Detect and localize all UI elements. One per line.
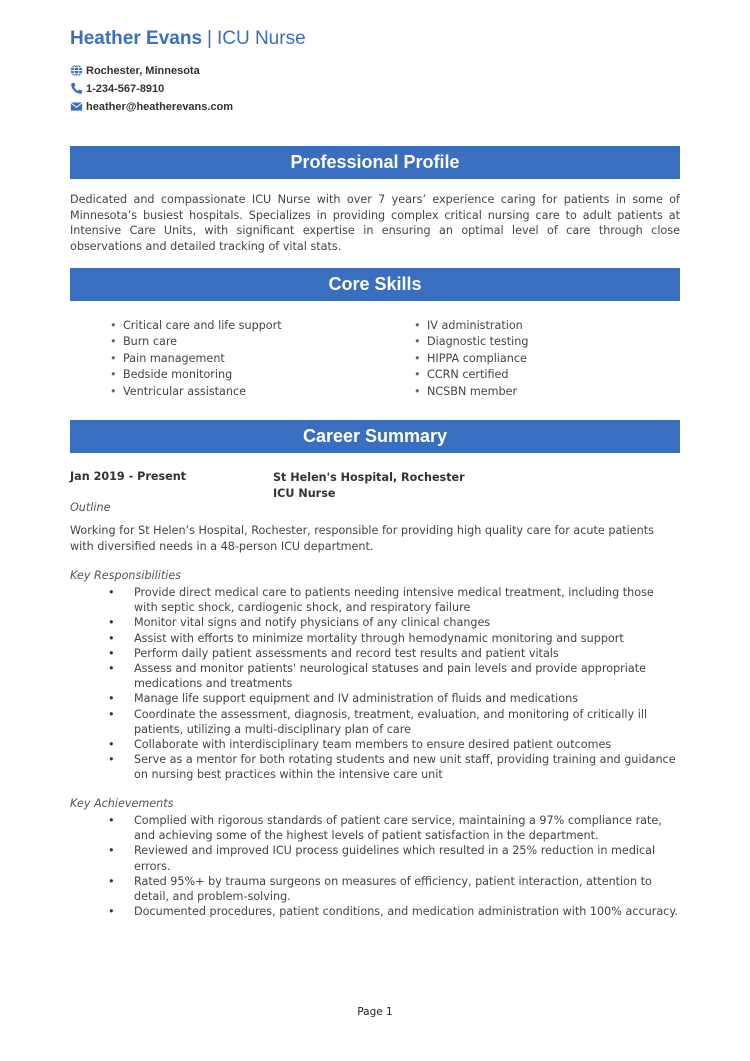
page-number: Page 1 xyxy=(357,1006,393,1018)
outline-label: Outline xyxy=(70,501,111,514)
skill-item: • Pain management xyxy=(110,351,282,367)
list-item: • Perform daily patient assessments and record test results and patient vitals xyxy=(134,646,680,661)
contact-email xyxy=(70,100,233,113)
phone-icon xyxy=(70,82,83,95)
career-heading: Career Summary xyxy=(70,420,680,453)
location-text: Rochester, Minnesota xyxy=(86,64,200,77)
list-item: • Assess and monitor patients' neurological statuses and pain levels and provide appropriate medications and treatments xyxy=(134,661,680,691)
job-employer-block xyxy=(273,470,465,502)
list-item: • Collaborate with interdisciplinary team members to ensure desired patient outcomes xyxy=(134,737,680,752)
email-text: heather@heatherevans.com xyxy=(86,100,234,113)
profile-summary: Dedicated and compassionate ICU Nurse with over 7 years’ experience caring for patients in some of Minnesota’s busiest hospitals. Specializes in providing complex critical nursing care to adult patients at Intensive Care Units, with significant expertise in ensuring an optimal level of care through close observations and detailed tracking of vital stats. xyxy=(70,193,680,253)
skill-item: • Burn care xyxy=(110,334,282,350)
skills-heading: Core Skills xyxy=(70,268,680,301)
job-dates: Jan 2019 - Present xyxy=(70,470,187,483)
contact-location xyxy=(70,64,200,77)
phone-text: 1-234-567-8910 xyxy=(86,82,165,95)
title-separator: | xyxy=(207,28,212,49)
list-item: • Rated 95%+ by trauma surgeons on measures of efficiency, patient interaction, attention to detail, and problem-solving. xyxy=(134,874,680,904)
list-item: • Documented procedures, patient conditions, and medication administration with 100% accuracy. xyxy=(134,904,680,919)
job-role: ICU Nurse xyxy=(273,487,336,500)
list-item: • Manage life support equipment and IV administration of fluids and medications xyxy=(134,691,680,706)
responsibilities-label: Key Responsibilities xyxy=(70,569,182,582)
job-outline: Working for St Helen’s Hospital, Rochester, responsible for providing high quality care for acute patients with diversified needs in a 48-person ICU department. xyxy=(70,524,654,553)
list-item: • Monitor vital signs and notify physicians of any clinical changes xyxy=(134,615,680,630)
profile-heading: Professional Profile xyxy=(70,146,680,179)
skill-item: • NCSBN member xyxy=(414,384,528,400)
skill-item: • Ventricular assistance xyxy=(110,384,282,400)
achievements-label: Key Achievements xyxy=(70,797,174,810)
skill-item: • Diagnostic testing xyxy=(414,334,528,350)
skill-item: • CCRN certified xyxy=(414,367,528,383)
list-item: • Coordinate the assessment, diagnosis, treatment, evaluation, and monitoring of critically ill patients, utilizing a multi-disciplinary plan of care xyxy=(134,707,680,737)
skill-item: • IV administration xyxy=(414,318,528,334)
contact-phone xyxy=(70,82,164,95)
resume-header xyxy=(70,28,306,50)
globe-icon xyxy=(70,64,83,77)
skill-item: • Critical care and life support xyxy=(110,318,282,334)
list-item: • Reviewed and improved ICU process guidelines which resulted in a 25% reduction in medical errors. xyxy=(134,843,680,873)
responsibilities-list xyxy=(134,585,680,783)
achievements-list xyxy=(134,813,680,919)
list-item: • Provide direct medical care to patients needing intensive medical treatment, including those with septic shock, cardiogenic shock, and respiratory failure xyxy=(134,585,680,615)
job-employer: St Helen's Hospital, Rochester xyxy=(273,471,465,484)
list-item: • Assist with efforts to minimize mortality through hemodynamic monitoring and support xyxy=(134,631,680,646)
skill-item: • HIPPA compliance xyxy=(414,351,528,367)
list-item: • Serve as a mentor for both rotating students and new unit staff, providing training and guidance on nursing best practices within the intensive care unit xyxy=(134,752,680,782)
skill-item: • Bedside monitoring xyxy=(110,367,282,383)
list-item: • Complied with rigorous standards of patient care service, maintaining a 97% compliance rate, and achieving some of the highest levels of patient satisfaction in the department. xyxy=(134,813,680,843)
candidate-title: ICU Nurse xyxy=(216,28,306,49)
skills-list-right xyxy=(414,318,528,400)
candidate-name: Heather Evans xyxy=(70,28,203,49)
skills-list-left xyxy=(110,318,282,400)
envelope-icon xyxy=(70,100,83,113)
